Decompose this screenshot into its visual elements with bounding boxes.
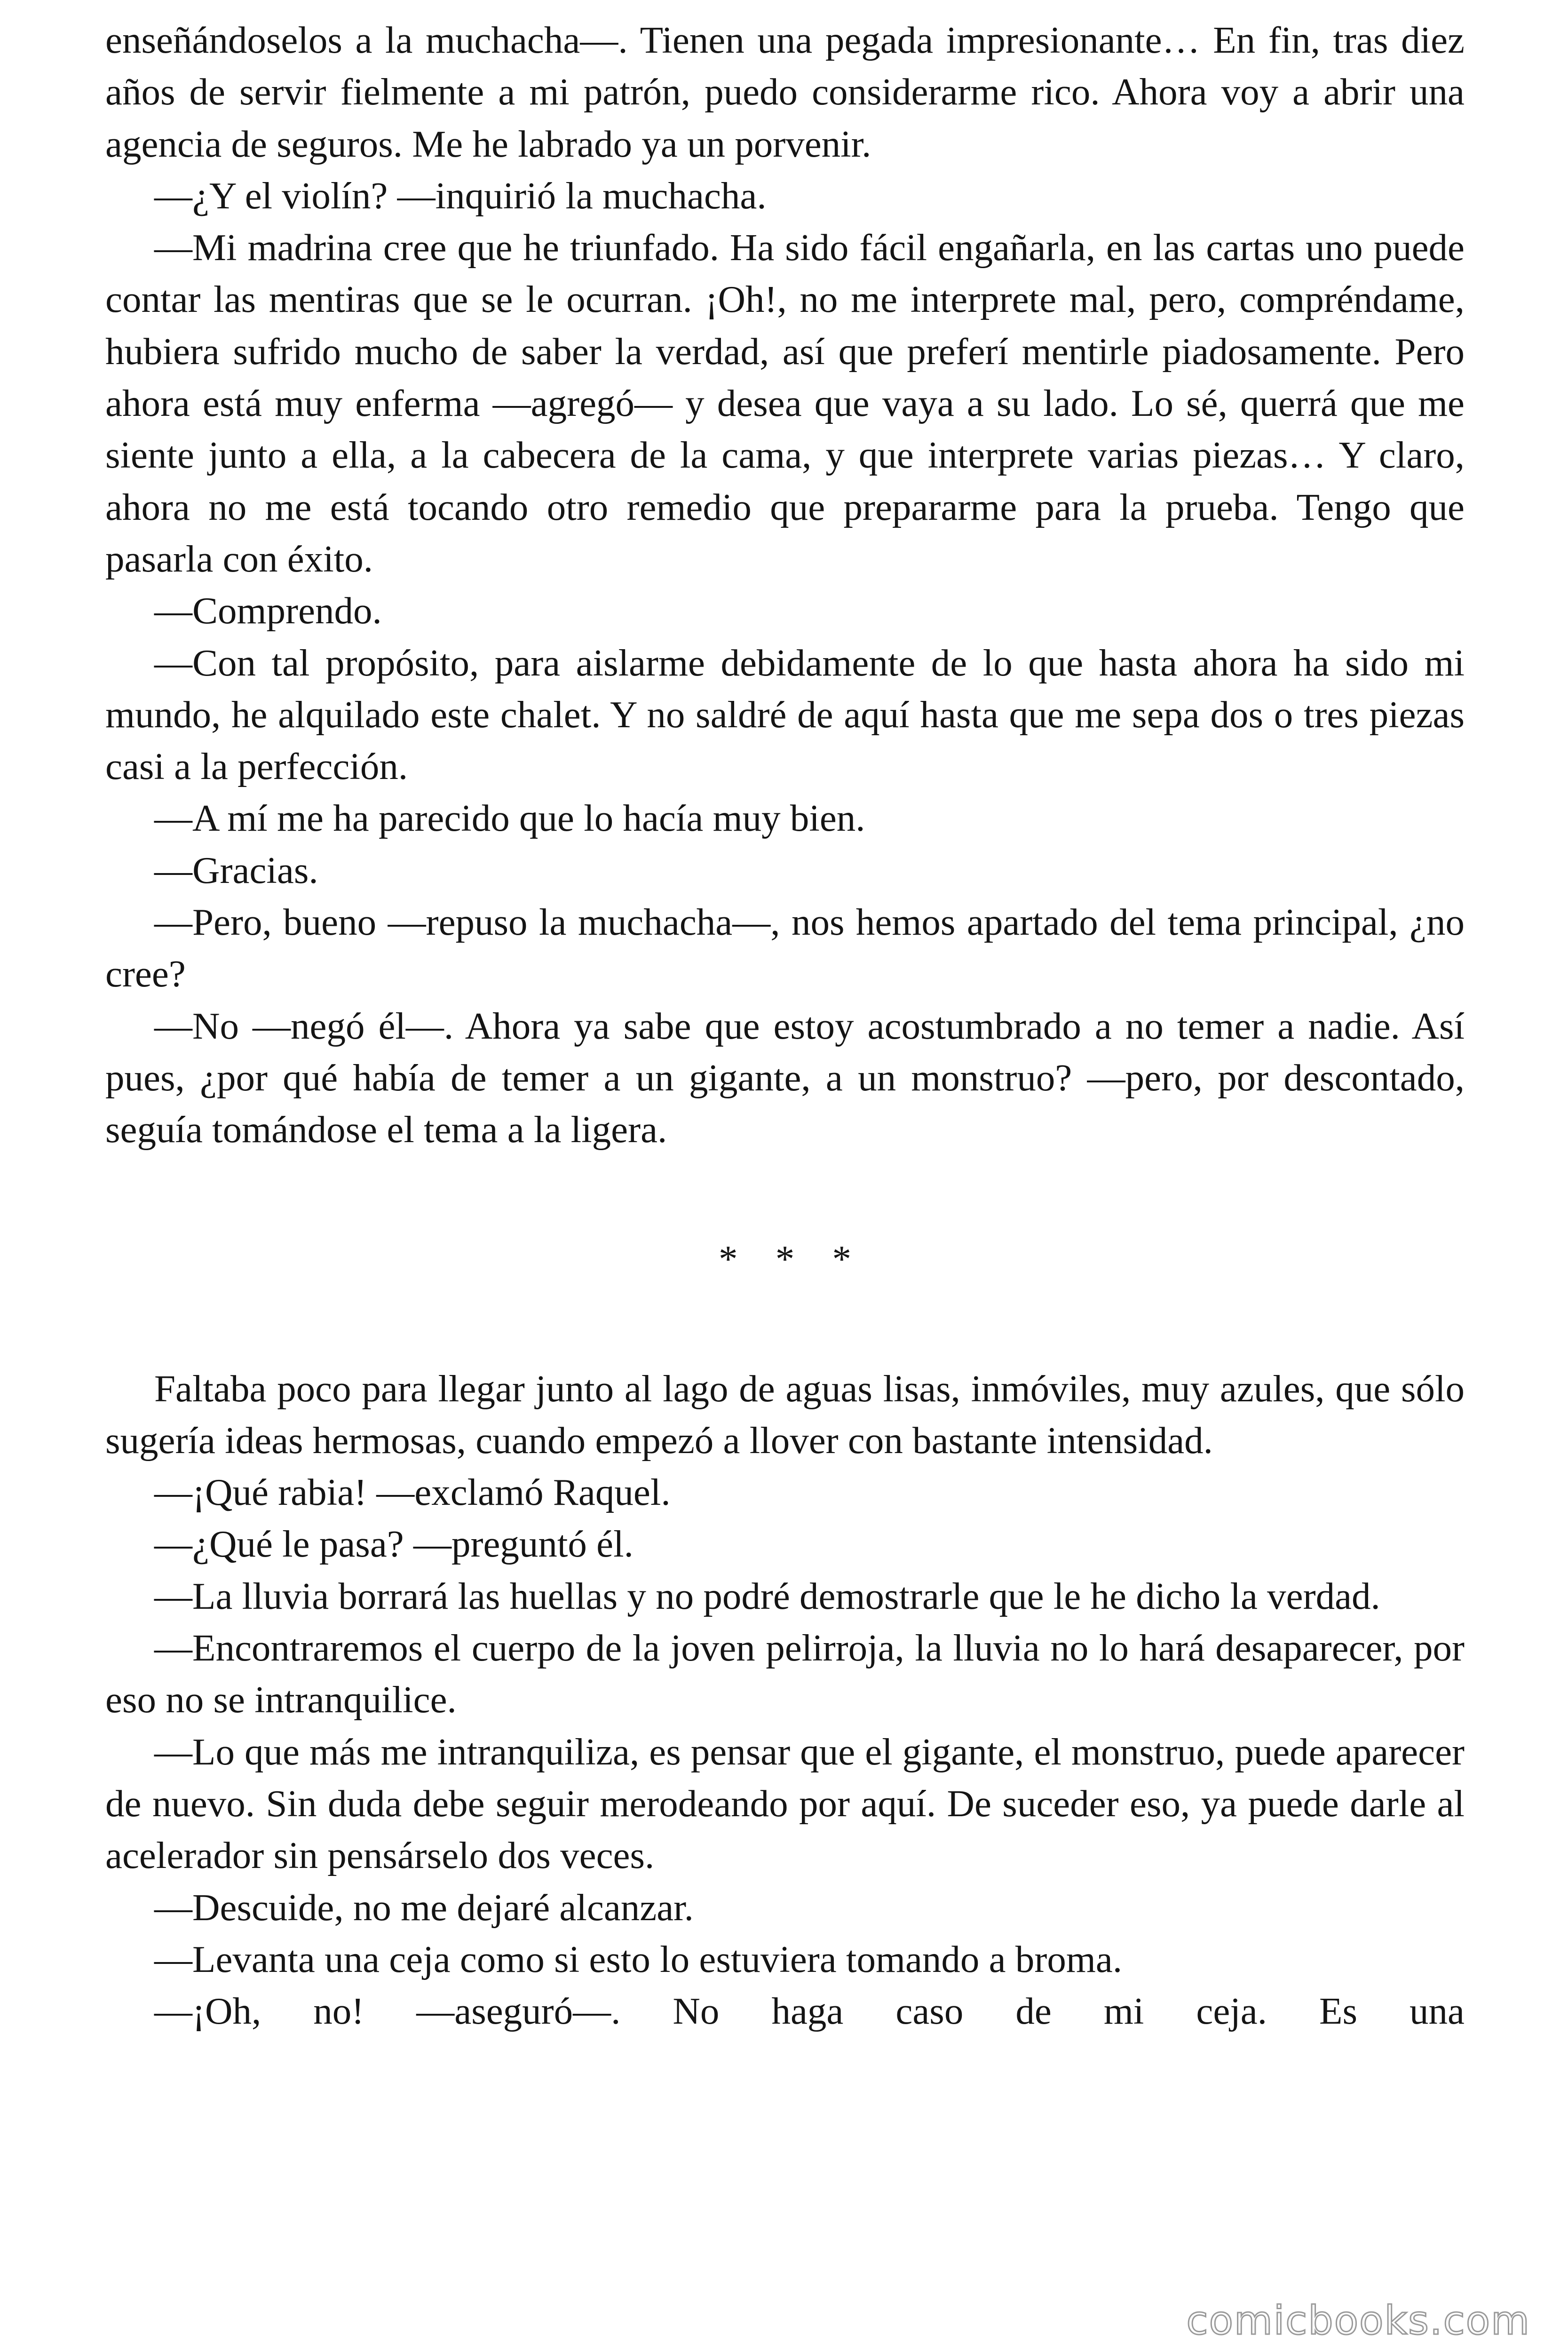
paragraph: —¡Oh, no! —aseguró—. No haga caso de mi ceja. Es una: [154, 1990, 1465, 2033]
paragraph: enseñándoselos a la muchacha—. Tienen una pegada impresionante… En fin, tras diez años de servir fielmente a mi patrón, puedo considerarme rico. Ahora voy a abrir una agencia de seguros. Me he labrado ya un porvenir.: [105, 19, 1465, 165]
paragraph: —¿Qué le pasa? —preguntó él.: [154, 1523, 634, 1565]
paragraph: —Mi madrina cree que he triunfado. Ha sido fácil engañarla, en las cartas uno puede contar las mentiras que se le ocurran. ¡Oh!, no me interprete mal, pero, compréndame, hubiera sufrido mucho de saber la verdad, así que preferí mentirle piadosamente. Pero ahora está muy enferma —agregó— y desea que vaya a su lado. Lo sé, querrá que me siente junto a ella, a la cabecera de la cama, y que interprete varias piezas… Y claro, ahora no me está tocando otro remedio que prepararme para la prueba. Tengo que pasarla con éxito.: [105, 226, 1465, 580]
paragraph: —Lo que más me intranquiliza, es pensar que el gigante, el monstruo, puede aparecer de nuevo. Sin duda debe seguir merodeando por aquí. De suceder eso, ya puede darle al acelerador sin pensárselo dos veces.: [105, 1730, 1465, 1877]
paragraph: —¡Qué rabia! —exclamó Raquel.: [154, 1471, 671, 1514]
paragraph: —Con tal propósito, para aislarme debidamente de lo que hasta ahora ha sido mi mundo, he alquilado este chalet. Y no saldré de aquí hasta que me sepa dos o tres piezas casi a la perfección.: [105, 641, 1465, 788]
paragraph: —Comprendo.: [154, 589, 382, 632]
paragraph: —No —negó él—. Ahora ya sabe que estoy acostumbrado a no temer a nadie. Así pues, ¿por qué había de temer a un gigante, a un monstruo? —pero, por descontado, seguía tomándose el tema a la ligera.: [105, 1004, 1465, 1151]
paragraph: —¿Y el violín? —inquirió la muchacha.: [154, 174, 767, 217]
watermark: comicbooks.com: [1186, 2297, 1530, 2344]
paragraph: —Pero, bueno —repuso la muchacha—, nos hemos apartado del tema principal, ¿no cree?: [105, 901, 1465, 995]
section-separator: * * *: [719, 1238, 865, 1280]
paragraph: —Levanta una ceja como si esto lo estuviera tomando a broma.: [154, 1938, 1123, 1980]
paragraph: —Encontraremos el cuerpo de la joven pelirroja, la lluvia no lo hará desaparecer, por eso no se intranquilice.: [105, 1627, 1465, 1721]
paragraph: —A mí me ha parecido que lo hacía muy bien.: [154, 797, 865, 840]
paragraph: —Gracias.: [154, 849, 318, 891]
book-page: [105, 14, 1465, 2037]
paragraph: Faltaba poco para llegar junto al lago de aguas lisas, inmóviles, muy azules, que sólo sugería ideas hermosas, cuando empezó a llover con bastante intensidad.: [105, 1367, 1465, 1462]
paragraph: —La lluvia borrará las huellas y no podré demostrarle que le he dicho la verdad.: [154, 1574, 1380, 1617]
paragraph: —Descuide, no me dejaré alcanzar.: [154, 1886, 694, 1929]
